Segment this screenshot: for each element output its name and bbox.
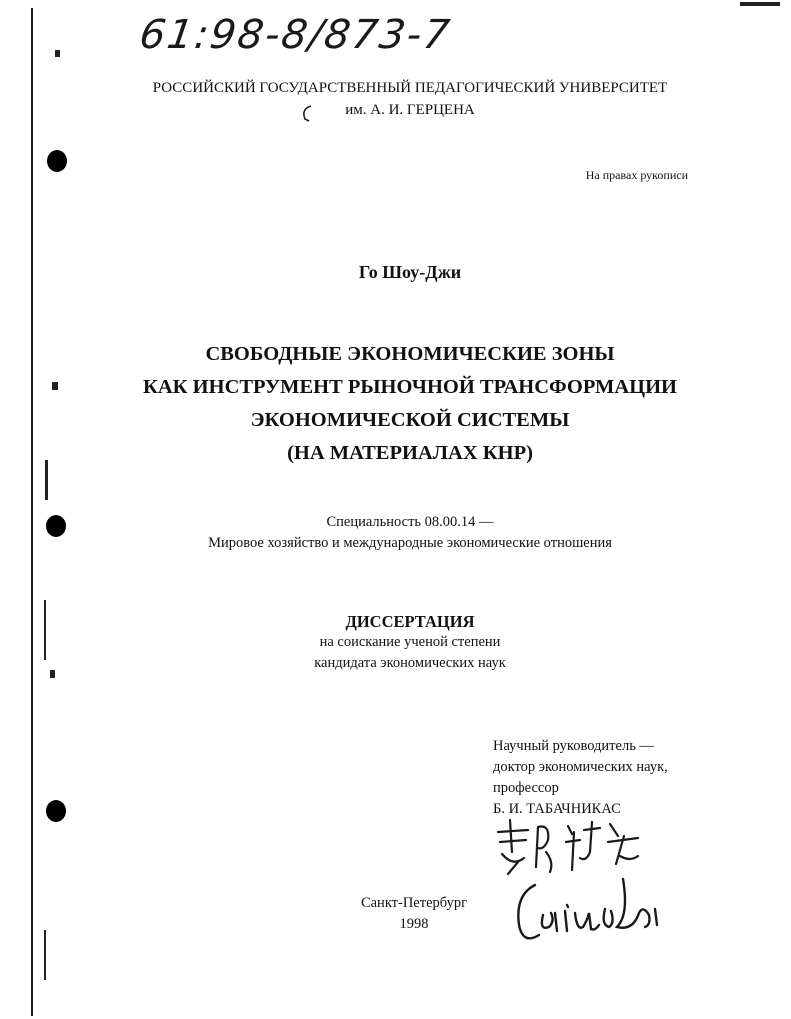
pen-mark-icon [297, 103, 317, 123]
scan-speck [44, 930, 46, 980]
scan-speck [45, 460, 48, 500]
university-header [120, 77, 700, 121]
scan-edge-line [31, 8, 33, 1016]
university-name: РОССИЙСКИЙ ГОСУДАРСТВЕННЫЙ ПЕДАГОГИЧЕСКИЙ УНИВЕРСИТЕТ [152, 80, 668, 96]
scan-hole-dot [46, 800, 66, 822]
specialty-name: Мировое хозяйство и международные экономические отношения [208, 535, 612, 551]
title-line-1: СВОБОДНЫЕ ЭКОНОМИЧЕСКИЕ ЗОНЫ [205, 343, 615, 365]
title-line-4: (НА МАТЕРИАЛАХ КНР) [287, 442, 533, 464]
dissertation-block [180, 611, 640, 674]
supervisor-name: Б. И. ТАБАЧНИКАС [493, 801, 621, 817]
title-line-2: КАК ИНСТРУМЕНТ РЫНОЧНОЙ ТРАНСФОРМАЦИИ [143, 376, 677, 398]
supervisor-title: профессор [493, 780, 559, 796]
scan-speck [740, 2, 780, 6]
supervisor-block [493, 736, 753, 820]
scan-speck [55, 50, 60, 57]
city: Санкт-Петербург [360, 895, 468, 911]
university-named-after: им. А. И. ГЕРЦЕНА [345, 102, 475, 118]
title-line-3: ЭКОНОМИЧЕСКОЙ СИСТЕМЫ [250, 409, 570, 431]
dissertation-title [100, 338, 720, 470]
scan-hole-dot [46, 515, 66, 537]
scan-speck [44, 600, 46, 660]
handwritten-catalog-number: 61:98-8/873-7 [136, 12, 455, 58]
author-name: Го Шоу-Джи [358, 262, 462, 282]
specialty-code: Специальность 08.00.14 — [326, 514, 494, 530]
dissertation-degree-line: на соискание ученой степени [319, 634, 501, 650]
place-year-block [340, 893, 488, 935]
scan-speck [52, 382, 58, 390]
manuscript-rights-note: На правах рукописи [585, 168, 688, 182]
supervisor-degree: доктор экономических наук, [493, 759, 668, 775]
year: 1998 [399, 916, 429, 932]
dissertation-degree-name: кандидата экономических наук [314, 655, 506, 671]
scan-speck [50, 670, 55, 678]
supervisor-role: Научный руководитель — [493, 738, 654, 754]
latin-signature-icon [505, 865, 675, 955]
specialty-block [120, 512, 700, 554]
dissertation-heading: ДИССЕРТАЦИЯ [345, 612, 475, 631]
scan-hole-dot [47, 150, 67, 172]
